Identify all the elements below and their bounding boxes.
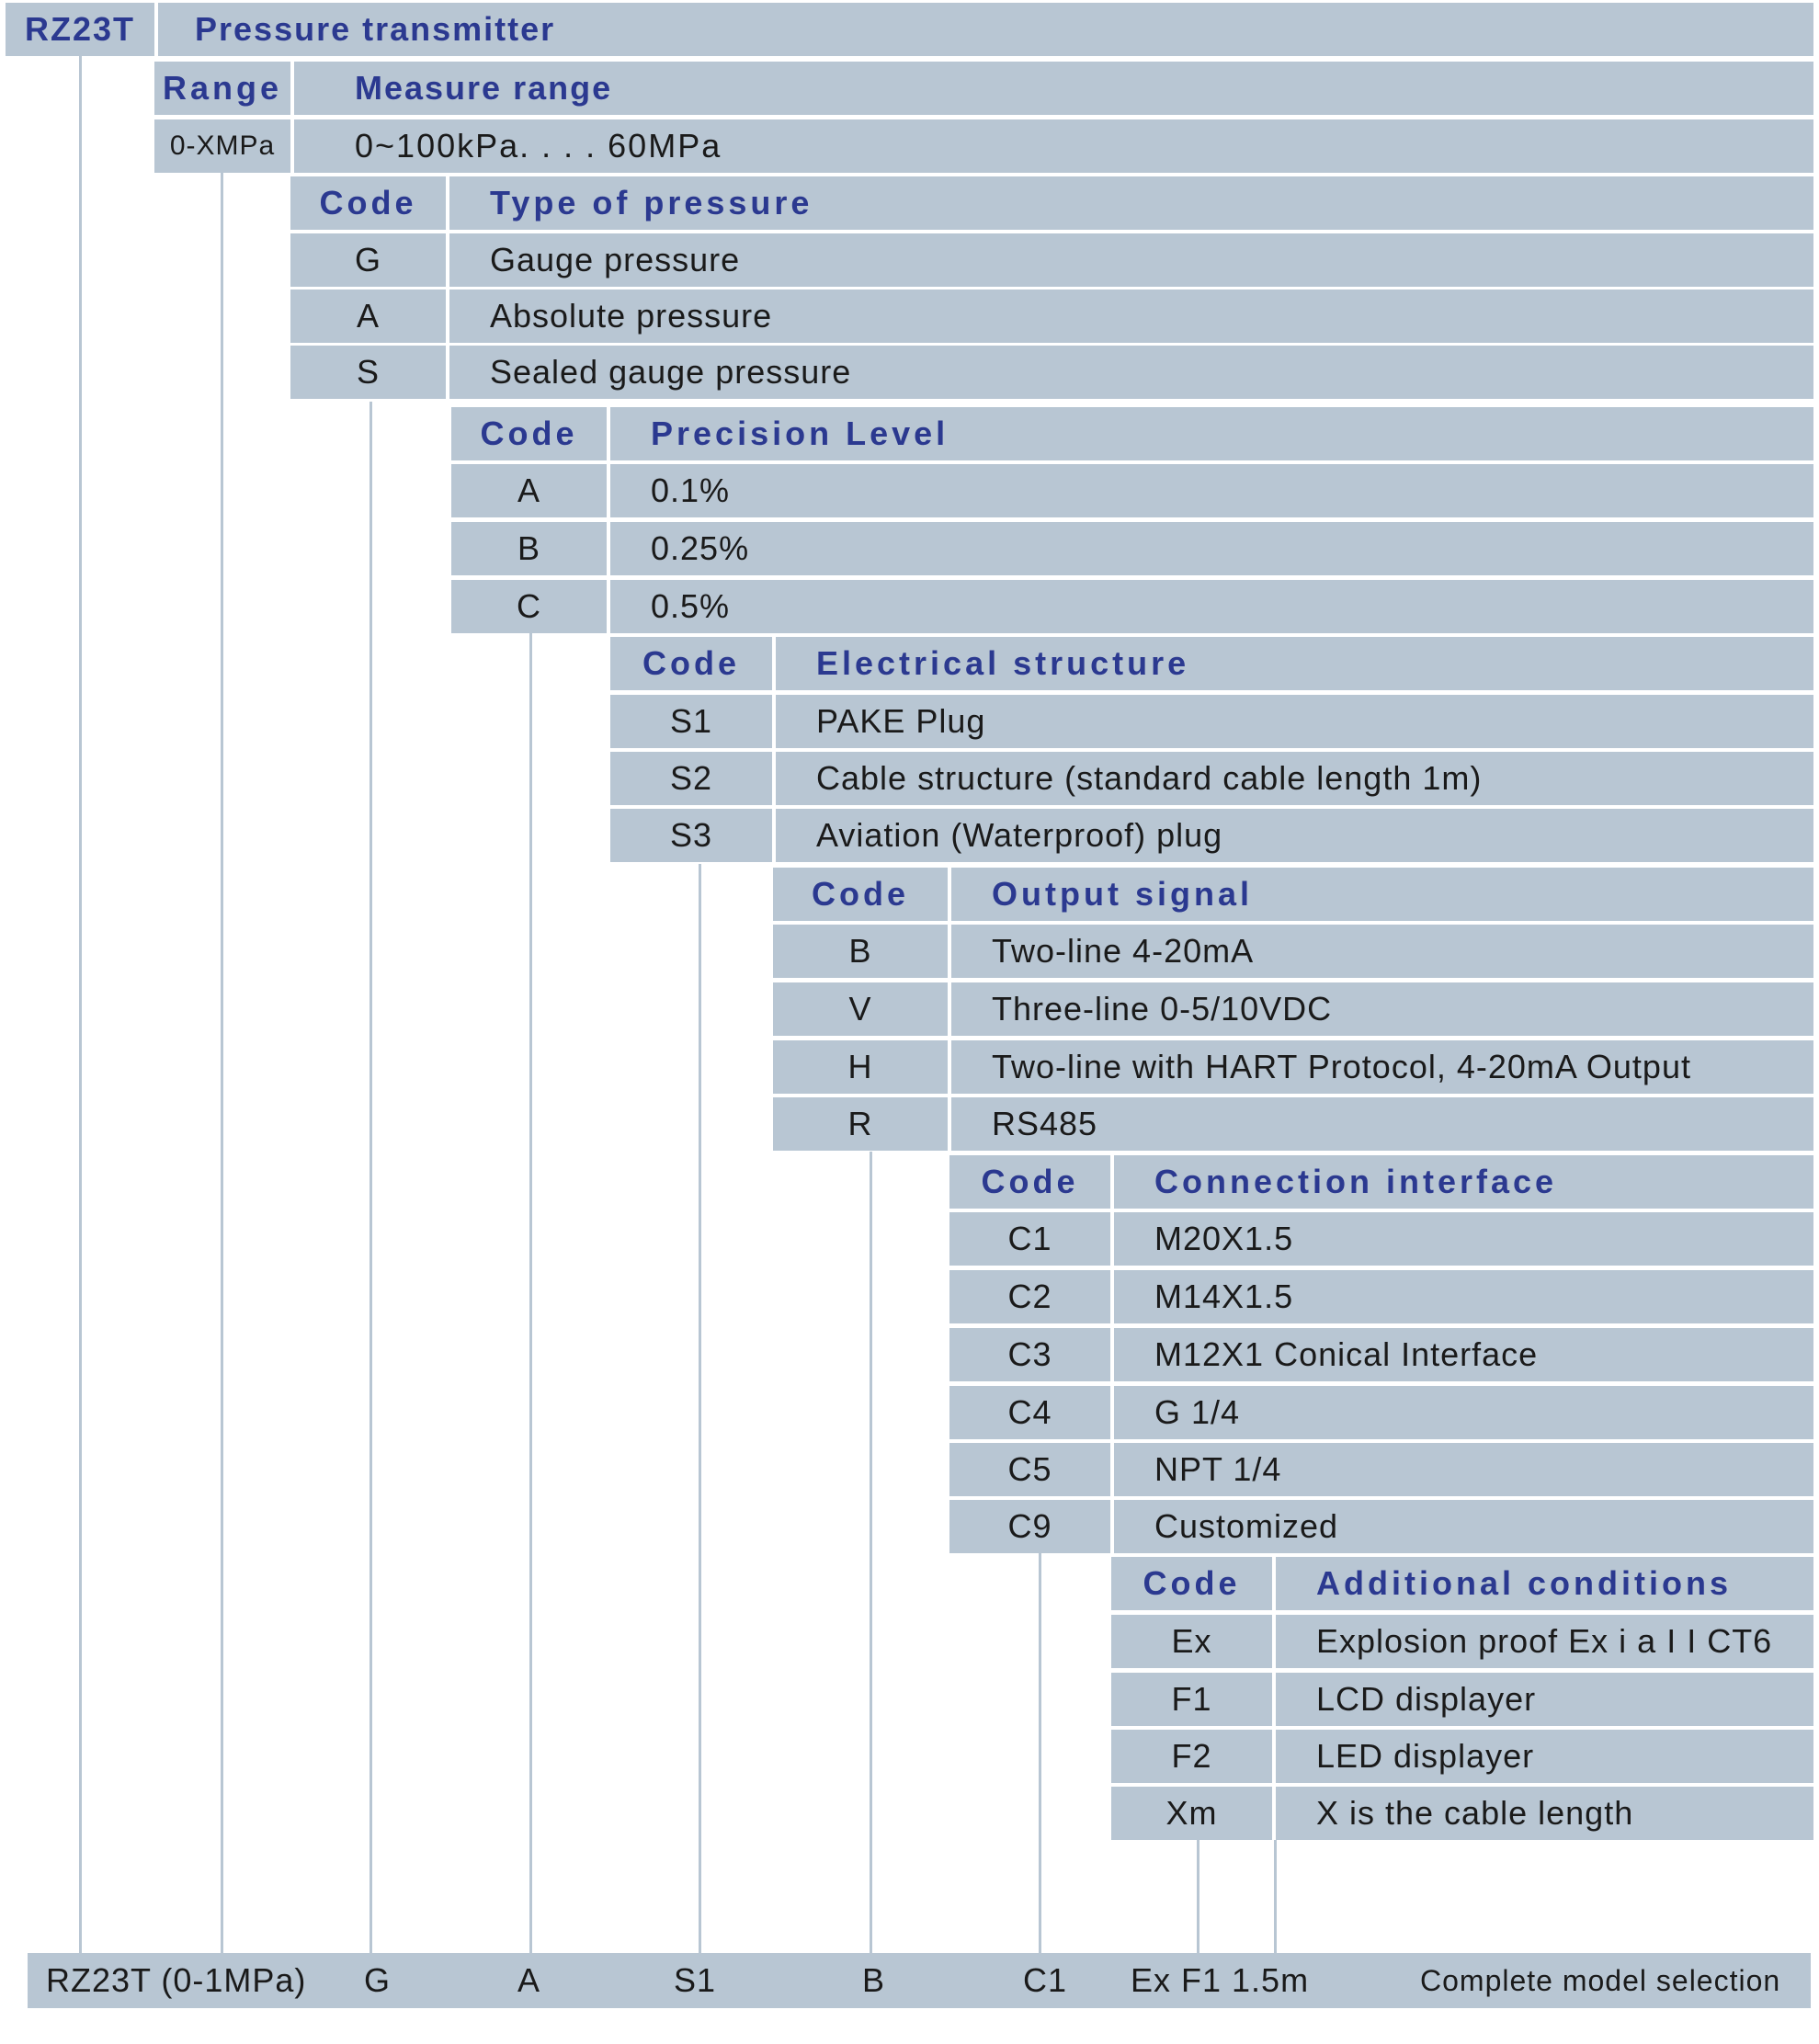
description-cell: Sealed gauge pressure — [449, 346, 1813, 399]
code-cell: R — [773, 1097, 948, 1151]
header-title-cell: Connection interface — [1114, 1155, 1813, 1209]
description-cell: Three-line 0-5/10VDC — [951, 982, 1813, 1036]
header-code-cell: Code — [610, 637, 772, 690]
connector-line — [1197, 1840, 1199, 1953]
code-cell: C1 — [949, 1212, 1110, 1266]
code-cell: H — [773, 1040, 948, 1094]
code-cell: V — [773, 982, 948, 1036]
header-title-cell: Electrical structure — [776, 637, 1813, 690]
header-code-cell: Code — [451, 407, 607, 460]
code-cell: S2 — [610, 752, 772, 805]
bottom-pressure-type: G — [364, 1961, 392, 1999]
code-cell: C9 — [949, 1500, 1110, 1553]
code-cell: B — [773, 925, 948, 978]
connector-line — [221, 173, 223, 1953]
code-cell: S1 — [610, 695, 772, 748]
bottom-precision: A — [517, 1961, 541, 1999]
description-cell: X is the cable length — [1276, 1787, 1813, 1840]
description-cell: Absolute pressure — [449, 290, 1813, 343]
connector-line — [529, 633, 532, 1953]
code-cell: 0-XMPa — [154, 119, 290, 173]
bottom-output: B — [862, 1961, 886, 1999]
description-cell: Explosion proof Ex i a I I CT6 — [1276, 1615, 1813, 1668]
complete-model-bar — [28, 1953, 1811, 2008]
bottom-additional: Ex F1 1.5m — [1131, 1961, 1310, 1999]
connector-line — [1039, 1553, 1041, 1953]
description-cell: M20X1.5 — [1114, 1212, 1813, 1266]
code-cell: Ex — [1111, 1615, 1272, 1668]
description-cell: 0~100kPa. . . . 60MPa — [294, 119, 1813, 173]
code-cell: Xm — [1111, 1787, 1272, 1840]
connector-line — [79, 56, 82, 1953]
description-cell: 0.1% — [610, 464, 1813, 517]
description-cell: Two-line 4-20mA — [951, 925, 1813, 978]
connector-line — [870, 1152, 872, 1953]
description-cell: 0.25% — [610, 522, 1813, 575]
code-cell: C2 — [949, 1270, 1110, 1323]
code-cell: F2 — [1111, 1730, 1272, 1783]
description-cell: 0.5% — [610, 580, 1813, 633]
description-cell: M12X1 Conical Interface — [1114, 1328, 1813, 1381]
connector-line — [1274, 1840, 1277, 1953]
header-code-cell: Code — [949, 1155, 1110, 1209]
code-cell: C3 — [949, 1328, 1110, 1381]
bottom-model-code: RZ23T (0-1MPa) — [46, 1961, 307, 1999]
bottom-connection: C1 — [1023, 1961, 1068, 1999]
header-title-cell: Measure range — [294, 62, 1813, 115]
code-cell: C5 — [949, 1443, 1110, 1496]
description-cell: Aviation (Waterproof) plug — [776, 809, 1813, 862]
code-cell: A — [290, 290, 446, 343]
code-cell: B — [451, 522, 607, 575]
connector-line — [369, 402, 372, 1953]
header-code-cell: Code — [1111, 1557, 1272, 1610]
code-cell: A — [451, 464, 607, 517]
description-cell: Cable structure (standard cable length 1m) — [776, 752, 1813, 805]
header-title-cell: Output signal — [951, 868, 1813, 921]
description-cell: Gauge pressure — [449, 233, 1813, 287]
code-cell: C4 — [949, 1386, 1110, 1439]
description-cell: G 1/4 — [1114, 1386, 1813, 1439]
header-title-cell: Additional conditions — [1276, 1557, 1813, 1610]
description-cell: PAKE Plug — [776, 695, 1813, 748]
description-cell: M14X1.5 — [1114, 1270, 1813, 1323]
bottom-note: Complete model selection — [1420, 1964, 1781, 1997]
description-cell: RS485 — [951, 1097, 1813, 1151]
description-cell: LED displayer — [1276, 1730, 1813, 1783]
header-code-cell: Range — [154, 62, 290, 115]
header-code-cell: RZ23T — [6, 3, 154, 56]
description-cell: Customized — [1114, 1500, 1813, 1553]
bottom-electrical: S1 — [674, 1961, 717, 1999]
header-title-cell: Precision Level — [610, 407, 1813, 460]
header-code-cell: Code — [773, 868, 948, 921]
header-title-cell: Pressure transmitter — [158, 3, 1813, 56]
description-cell: LCD displayer — [1276, 1673, 1813, 1726]
connector-line — [699, 864, 701, 1953]
description-cell: NPT 1/4 — [1114, 1443, 1813, 1496]
code-cell: S3 — [610, 809, 772, 862]
code-cell: G — [290, 233, 446, 287]
description-cell: Two-line with HART Protocol, 4-20mA Output — [951, 1040, 1813, 1094]
header-code-cell: Code — [290, 176, 446, 230]
code-cell: S — [290, 346, 446, 399]
code-cell: F1 — [1111, 1673, 1272, 1726]
header-title-cell: Type of pressure — [449, 176, 1813, 230]
code-cell: C — [451, 580, 607, 633]
